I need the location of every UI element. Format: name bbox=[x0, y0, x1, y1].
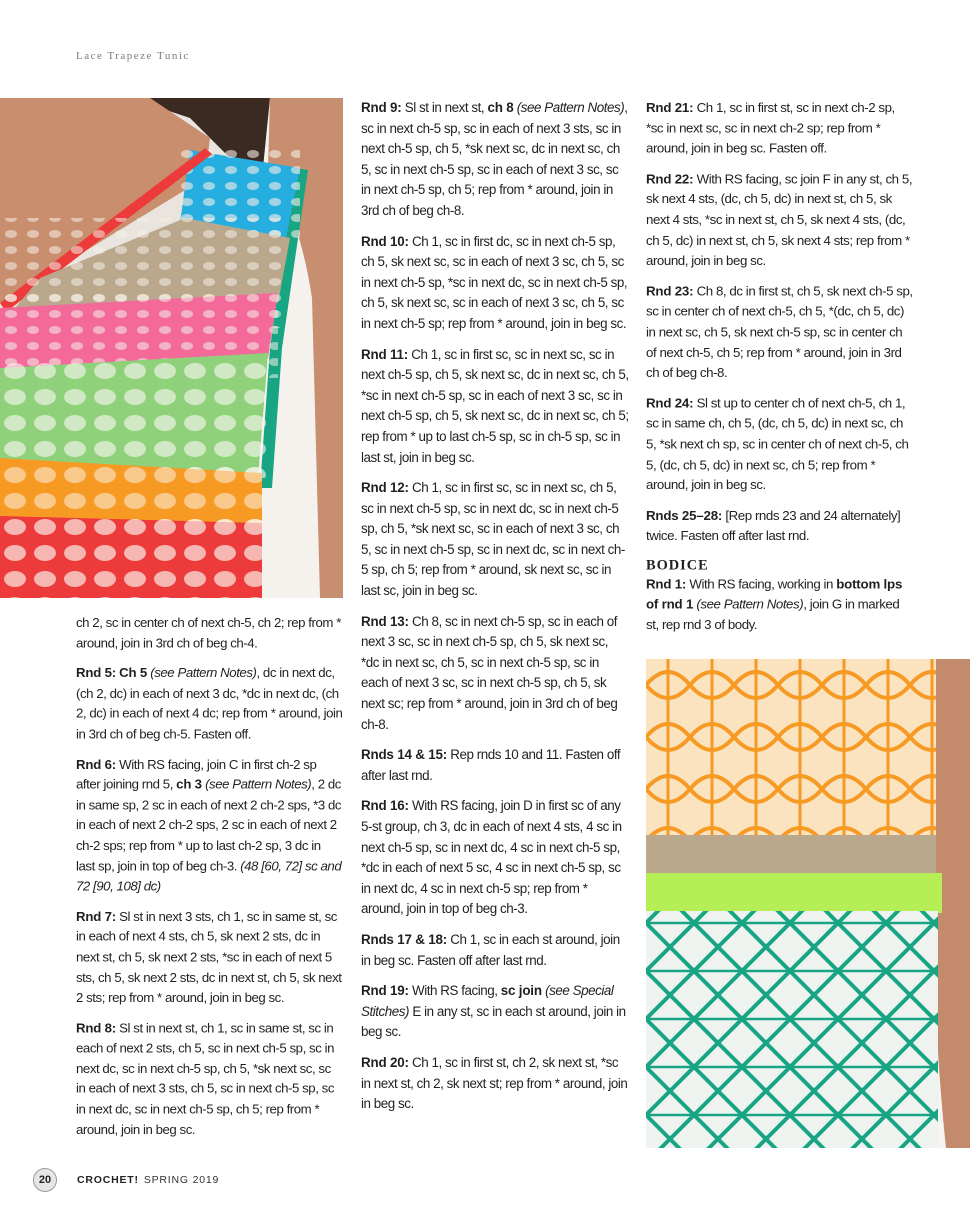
rnd11-instruction: Rnd 11: Ch 1, sc in first sc, sc in next sc, sc in next ch-5 sp, ch 5, sk next sc, dc in next sc, ch 5, *sc in next ch-5 sp, sc in each of next 3 sc, sc in next ch-5 sp, ch 5, sk next sc, dc in next sc, ch 5; rep from * up to last ch-5 sp, sc in ch-5 sp, sc in last st, join in beg sc. bbox=[361, 346, 629, 465]
rnd4-continuation: ch 2, sc in center ch of next ch-5, ch 2; rep from * around, join in 3rd ch of beg ch-4. bbox=[76, 614, 341, 651]
pattern-column-2 bbox=[361, 98, 629, 1125]
rnds25-28-instruction: Rnds 25–28: [Rep rnds 23 and 24 alternately] twice. Fasten off after last rnd. bbox=[646, 507, 901, 544]
issue-label: SPRING 2019 bbox=[143, 1174, 220, 1186]
running-title: Lace Trapeze Tunic bbox=[76, 50, 190, 62]
pattern-column-1 bbox=[76, 613, 343, 1150]
rnd5-instruction: Rnd 5: Ch 5 (see Pattern Notes), dc in next dc, (ch 2, dc) in each of next 3 dc, *dc in next dc, (ch 2, dc) in each of next 4 dc; rep from * around, join in 3rd ch of beg ch-5. Fasten off. bbox=[76, 665, 343, 742]
rnd17-18-instruction: Rnds 17 & 18: Ch 1, sc in each st around, join in beg sc. Fasten off after last rnd. bbox=[361, 931, 620, 968]
rnd6-instruction: Rnd 6: With RS facing, join C in first ch-2 sp after joining rnd 5, ch 3 (see Pattern Notes), 2 dc in same sp, 2 sc in each of next 2 ch-2 sps, *3 dc in each of next 2 ch-2 sps, 2 sc in each of next 2 ch-2 sps; rep from * up to last ch-2 sp, 3 dc in last sp, join in top of beg ch-3. (48 [60, 72] sc and 72 [90, 108] dc) bbox=[76, 756, 342, 894]
rnd7-instruction: Rnd 7: Sl st in next 3 sts, ch 1, sc in same st, sc in each of next 4 sts, ch 5, sk next 2 sts, dc in next st, ch 5, sk next 2 sts, *sc in each of next 5 sts, ch 5, sk next 2 sts, dc in next st, ch 5, sk next 2 sts; rep from * around, join in beg sc. bbox=[76, 908, 342, 1005]
tunic-shoulder-photo bbox=[0, 98, 343, 598]
rnd23-instruction: Rnd 23: Ch 8, dc in first st, ch 5, sk next ch-5 sp, sc in center ch of next ch-5, ch 5, *(dc, ch 5, dc) in next sc, ch 5, sk next ch-5 sp, sc in center ch of next ch-5, ch 5; rep from * around, join in 3rd ch of beg ch-8. bbox=[646, 283, 913, 381]
rnd16-instruction: Rnd 16: With RS facing, join D in first sc of any 5-st group, ch 3, dc in each of next 4 sts, 4 sc in next ch-5 sp, sc in next dc, 4 sc in next ch-5 sp, *dc in each of next 5 sc, 4 sc in next ch-5 sp, sc in next dc, 4 sc in next ch-5 sp; rep from * around, join in top of beg ch-3. bbox=[361, 798, 622, 917]
rnd12-instruction: Rnd 12: Ch 1, sc in first sc, sc in next sc, ch 5, sc in next ch-5 sp, sc in next dc, sc in next ch-5 sp, ch 5, *sk next sc, sc in each of next 3 sc, ch 5, sc in next ch-5 sp, sc in next dc, sc in next ch-5 sp, ch 5; rep from * around, sk next sc, sc in last sc, join in beg sc. bbox=[361, 480, 625, 599]
rnd24-instruction: Rnd 24: Sl st up to center ch of next ch-5, ch 1, sc in same ch, ch 5, (dc, ch 5, dc) in next sc, ch 5, *sk next ch sp, sc in center ch of next ch-5, ch 5, (dc, ch 5, dc) in next sc, ch 5; rep from * around, join in beg sc. bbox=[646, 395, 909, 493]
rnd20-instruction: Rnd 20: Ch 1, sc in first st, ch 2, sk next st, *sc in next st, ch 2, sk next st; rep from * around, join in beg sc. bbox=[361, 1054, 628, 1112]
rnd8-instruction: Rnd 8: Sl st in next st, ch 1, sc in same st, sc in each of next 2 sts, ch 5, sc in next ch-5 sp, sc in next dc, sc in next ch-5 sp, ch 5, *sk next sc, sc in each of next 3 sts, ch 5, sc in next ch-5 sp, sc in next dc, sc in next ch-5 sp, ch 5; rep from * around, join in beg sc. bbox=[76, 1020, 335, 1137]
tunic-lace-closeup-photo bbox=[646, 659, 970, 1148]
bodice-heading: BODICE bbox=[646, 557, 709, 574]
magazine-name: CROCHET! bbox=[77, 1174, 139, 1186]
rnd14-15-instruction: Rnds 14 & 15: Rep rnds 10 and 11. Fasten off after last rnd. bbox=[361, 747, 621, 783]
pattern-column-3 bbox=[646, 98, 914, 646]
rnd21-instruction: Rnd 21: Ch 1, sc in first st, sc in next ch-2 sp, *sc in next sc, sc in next ch-2 sp; rep from * around, join in beg sc. Fasten off. bbox=[646, 99, 895, 156]
rnd10-instruction: Rnd 10: Ch 1, sc in first dc, sc in next ch-5 sp, ch 5, sk next sc, sc in each of next 3 sc, ch 5, sc in next ch-5 sp, *sc in next dc, sc in next ch-5 sp, ch 5, sk next sc, sc in each of next 3 sc, ch 5, sc in next ch-5 sp; rep from * around, join in beg sc. bbox=[361, 233, 628, 331]
page-number: 20 bbox=[33, 1168, 57, 1192]
rnd19-instruction: Rnd 19: With RS facing, sc join (see Special Stitches) E in any st, sc in each st around, join in beg sc. bbox=[361, 983, 626, 1040]
rnd22-instruction: Rnd 22: With RS facing, sc join F in any st, ch 5, sk next 4 sts, (dc, ch 5, dc) in next st, ch 5, sk next 4 sts, *sc in next st, ch 5, sk next 4 sts, (dc, ch 5, dc) in next st, ch 5, sk next 4 sts; rep from * around, join in beg sc. bbox=[646, 171, 913, 268]
rnd13-instruction: Rnd 13: Ch 8, sc in next ch-5 sp, sc in each of next 3 sc, sc in next ch-5 sp, ch 5, sk next sc, *dc in next sc, ch 5, sc in next ch-5 sp, sc in each of next 3 sc, sc in next ch-5 sp, ch 5, sk next sc; rep from * around, join in 3rd ch of beg ch-8. bbox=[361, 613, 618, 732]
rnd9-instruction: Rnd 9: Sl st in next st, ch 8 (see Pattern Notes), sc in next ch-5 sp, sc in each of next 3 sts, sc in next ch-5 sp, ch 5, *sk next sc, dc in next sc, ch 5, sc in next ch-5 sp, sc in each of next 3 sc, sc in next ch-5 sp, ch 5; rep from * around, join in 3rd ch of beg ch-8. bbox=[361, 100, 628, 218]
page-footer bbox=[33, 1168, 219, 1192]
bodice-rnd1-instruction: Rnd 1: With RS facing, working in bottom lps of rnd 1 (see Pattern Notes), join G in marked st, rep rnd 3 of body. bbox=[646, 576, 903, 633]
